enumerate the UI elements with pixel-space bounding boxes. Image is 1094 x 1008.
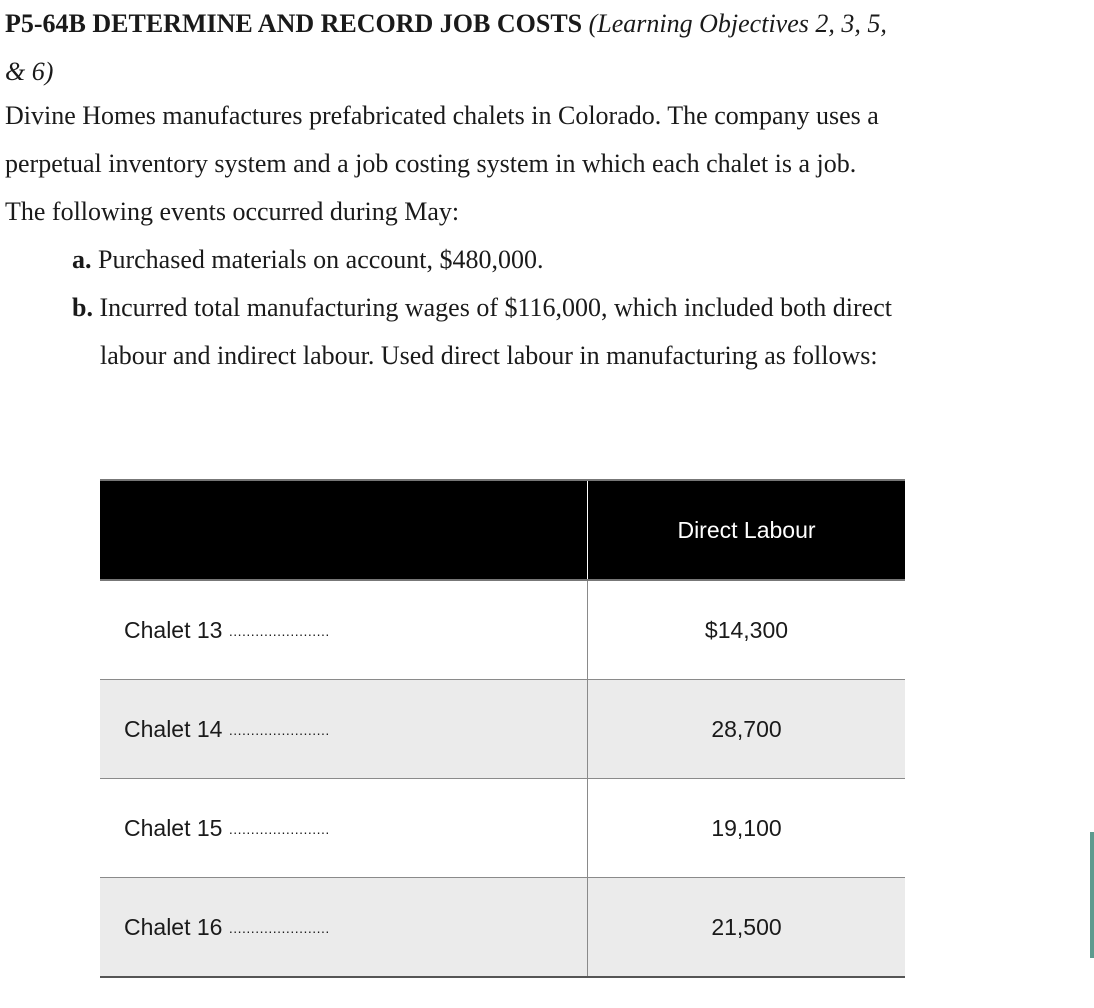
event-item-a	[72, 236, 920, 284]
problem-code: P5-64B DETERMINE AND RECORD JOB COSTS	[5, 9, 583, 38]
event-item-b	[72, 284, 920, 380]
job-name: Chalet 14	[124, 715, 223, 742]
job-cell	[100, 680, 588, 779]
problem-heading	[5, 0, 905, 96]
problem-intro: Divine Homes manufactures prefabricated chalets in Colorado. The company uses a perpetual inventory system and a job costing system in which each chalet is a job. The following events occurred during May:	[5, 101, 879, 226]
labour-amount: 28,700	[588, 680, 906, 779]
dot-leader: .......................	[228, 721, 330, 738]
direct-labour-table	[100, 479, 905, 978]
event-text: Purchased materials on account, $480,000.	[98, 245, 544, 274]
dot-leader: .......................	[228, 820, 330, 837]
table-row	[100, 779, 905, 878]
job-cell	[100, 779, 588, 878]
job-cell	[100, 580, 588, 680]
labour-amount: $14,300	[588, 580, 906, 680]
labour-amount: 21,500	[588, 878, 906, 978]
table-header-row	[100, 480, 905, 580]
job-name: Chalet 13	[124, 616, 223, 643]
learning-objectives: (Learning Objectives 2, 3, 5, & 6)	[5, 9, 887, 86]
event-letter: a.	[72, 245, 92, 274]
labour-amount: 19,100	[588, 779, 906, 878]
job-name: Chalet 16	[124, 913, 223, 940]
direct-labour-column-header: Direct Labour	[588, 480, 906, 580]
scrollbar-thumb[interactable]	[1090, 832, 1094, 958]
job-cell	[100, 878, 588, 978]
table-row	[100, 878, 905, 978]
dot-leader: .......................	[228, 622, 330, 639]
job-name: Chalet 15	[124, 814, 223, 841]
event-text: Incurred total manufacturing wages of $116,000, which included both direct labour and indirect labour. Used direct labour in manufacturing as follows:	[99, 293, 892, 370]
table-row	[100, 580, 905, 680]
table-row	[100, 680, 905, 779]
event-letter: b.	[72, 293, 93, 322]
dot-leader: .......................	[228, 919, 330, 936]
job-column-header	[100, 480, 588, 580]
